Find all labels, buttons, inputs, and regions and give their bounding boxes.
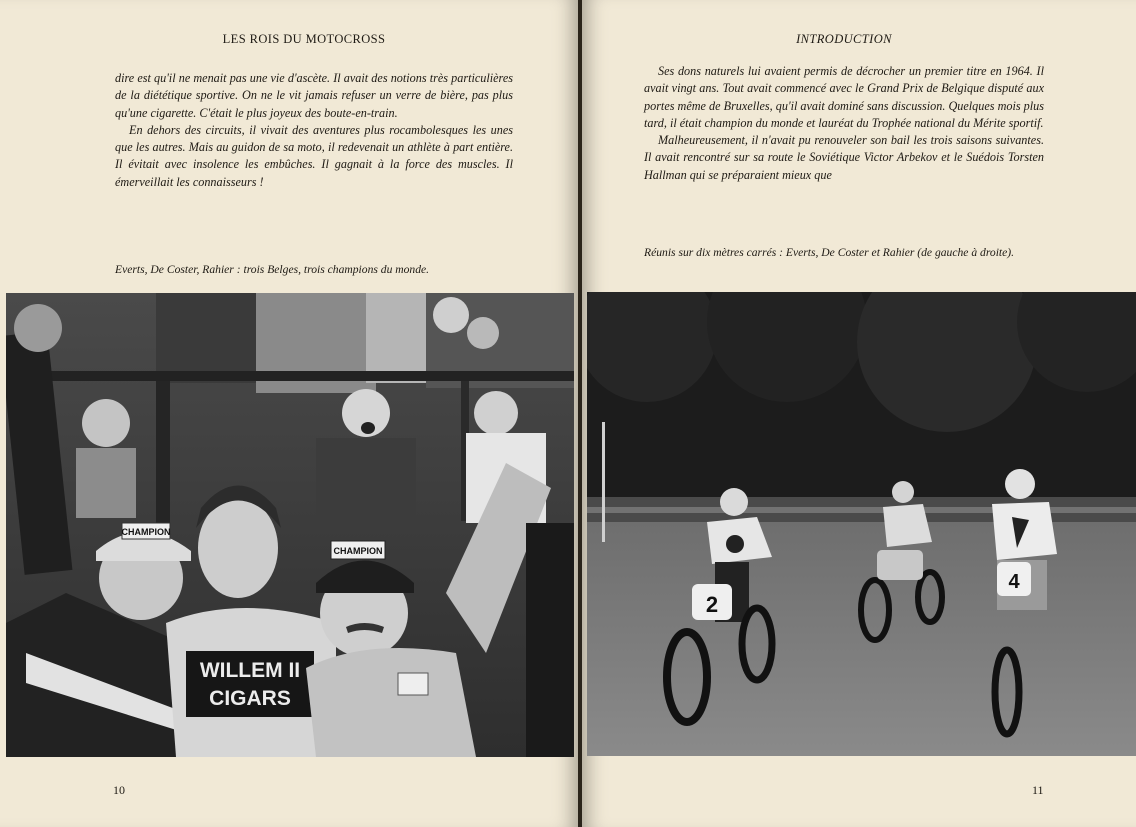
cap-badge-1: CHAMPION xyxy=(121,527,171,537)
left-paragraph-1: dire est qu'il ne menait pas une vie d'ascète. Il avait des notions très particulières de la diététique sportive. On ne le vit jamais refuser un verre de bière, pas plus qu'une cigarette. C'était le plus joyeux des boute-en-train. xyxy=(115,71,513,120)
right-photo-motocross xyxy=(587,292,1136,756)
page-number-left: 10 xyxy=(113,783,125,797)
running-head-left: LES ROIS DU MOTOCROSS xyxy=(222,32,386,46)
motocross-photo-illustration xyxy=(587,292,1136,756)
right-paragraph-1: Ses dons naturels lui avaient permis de décrocher un premier titre en 1964. Il avait vingt ans. Tout avait commencé avec le Grand Prix de Belgique disputé aux portes même de Bruxelles, qu'il avait dominé sans discussion. Quelques mois plus tard, il était champion du monde et lauréat du Trophée national du Mérite sportif. xyxy=(644,64,1044,130)
left-photo-caption: Everts, De Coster, Rahier : trois Belges, trois champions du monde. xyxy=(115,263,430,276)
page-number-right: 11 xyxy=(1032,783,1044,797)
bike-number-4: 4 xyxy=(1008,571,1020,593)
jersey-line-1: WILLEM II xyxy=(199,659,301,682)
right-page xyxy=(582,0,1136,827)
right-photo-caption: Réunis sur dix mètres carrés : Everts, De Coster et Rahier (de gauche à droite). xyxy=(644,246,1015,259)
cap-badge-2: CHAMPION xyxy=(333,546,383,556)
champions-photo-illustration xyxy=(6,293,574,757)
left-paragraph-2: En dehors des circuits, il vivait des aventures plus rocambolesques les unes que les autres. Mais au guidon de sa moto, il redevenait un athlète à part entière. Il évitait avec insolence les embûches. Il gagnait à la force des muscles. Il émerveillait les connaisseurs ! xyxy=(115,122,513,189)
left-photo-champions xyxy=(6,293,574,757)
jersey-line-2: CIGARS xyxy=(209,687,291,710)
bike-number-2: 2 xyxy=(705,592,719,617)
running-head-right: INTRODUCTION xyxy=(796,32,892,46)
right-body-text xyxy=(644,63,1044,184)
right-paragraph-2: Malheureusement, il n'avait pu renouveler son bail les trois saisons suivantes. Il avait rencontré sur sa route le Soviétique Victor Arbekov et le Suédois Torsten Hallman qui se préparaient mieux que xyxy=(644,133,1044,182)
left-body-text xyxy=(115,70,513,191)
